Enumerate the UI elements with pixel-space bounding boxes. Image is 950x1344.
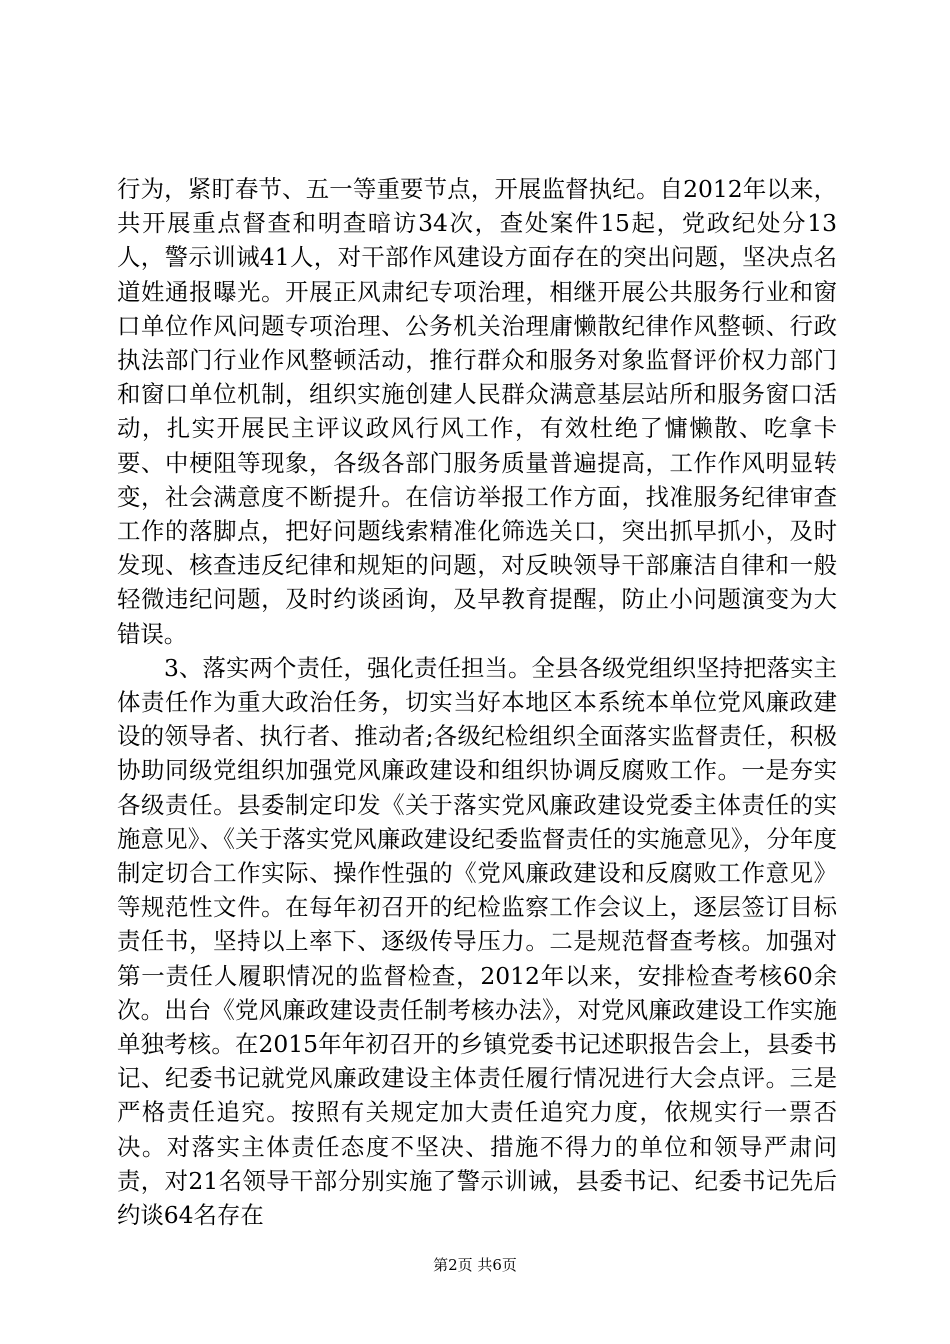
paragraph-section-3: 3、落实两个责任，强化责任担当。全县各级党组织坚持把落实主体责任作为重大政治任务，切实当好本地区本系统本单位党风廉政建设的领导者、执行者、推动者;各级纪检组织全面落实监督责任，积极协助同级党组织加强党风廉政建设和组织协调反腐败工作。一是夯实各级责任。县委制定印发《关于落实党风廉政建设党委主体责任的实施意见》、《关于落实党风廉政建设纪委监督责任的实施意见》，分年度制定切合工作实际、操作性强的《党风廉政建设和反腐败工作意见》等规范性文件。在每年初召开的纪检监察工作会议上，逐层签订目标责任书，坚持以上率下、逐级传导压力。二是规范督查考核。加强对第一责任人履职情况的监督检查，2012年以来，安排检查考核60余次。出台《党风廉政建设责任制考核办法》，对党风廉政建设工作实施单独考核。在2015年年初召开的乡镇党委书记述职报告会上，县委书记、纪委书记就党风廉政建设主体责任履行情况进行大会点评。三是严格责任追究。按照有关规定加大责任追究力度，依规实行一票否决。对落实主体责任态度不坚决、措施不得力的单位和领导严肃问责，对21名领导干部分别实施了警示训诫，县委书记、纪委书记先后约谈64名存在 — [117, 653, 837, 1230]
document-body — [117, 172, 837, 1232]
paragraph-continued: 行为，紧盯春节、五一等重要节点，开展监督执纪。自2012年以来，共开展重点督查和明查暗访34次，查处案件15起，党政纪处分13人，警示训诫41人，对干部作风建设方面存在的突出问题，坚决点名道姓通报曝光。开展正风肃纪专项治理，相继开展公共服务行业和窗口单位作风问题专项治理、公务机关治理庸懒散纪律作风整顿、行政执法部门行业作风整顿活动，推行群众和服务对象监督评价权力部门和窗口单位机制，组织实施创建人民群众满意基层站所和服务窗口活动，扎实开展民主评议政风行风工作，有效杜绝了慵懒散、吃拿卡要、中梗阻等现象，各级各部门服务质量普遍提高，工作作风明显转变，社会满意度不断提升。在信访举报工作方面，找准服务纪律审查工作的落脚点，把好问题线索精准化筛选关口，突出抓早抓小，及时发现、核查违反纪律和规矩的问题，对反映领导干部廉洁自律和一般轻微违纪问题，及时约谈函询，及早教育提醒，防止小问题演变为大错误。 — [117, 175, 837, 648]
page-footer — [0, 1255, 950, 1275]
page-number-label: 第2页 共6页 — [433, 1256, 517, 1274]
